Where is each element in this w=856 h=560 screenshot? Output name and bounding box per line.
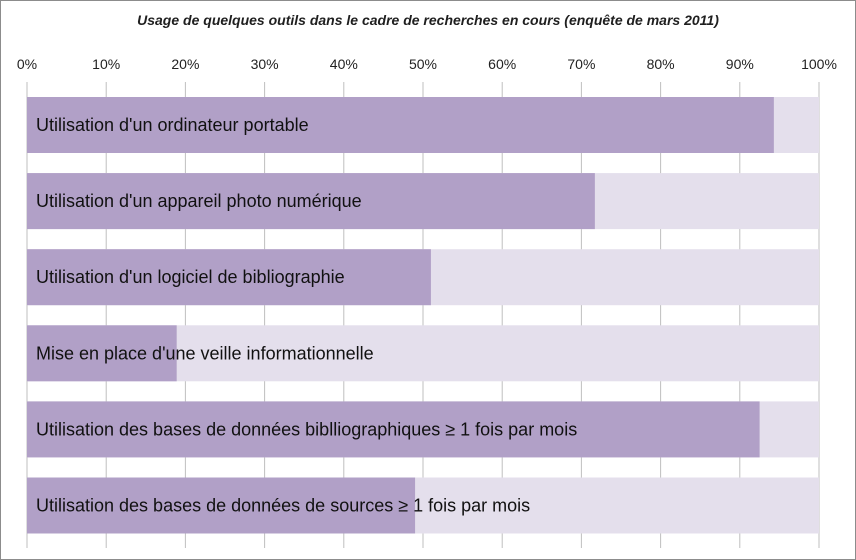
x-tick-label: 80% <box>646 56 675 72</box>
chart-title: Usage de quelques outils dans le cadre de recherches en cours (enquête de mars 2011) <box>137 12 719 28</box>
x-tick-label: 20% <box>171 56 200 72</box>
category-label: Utilisation d'un appareil photo numérique <box>36 191 362 212</box>
x-axis-ticks <box>17 56 837 72</box>
x-tick-label: 90% <box>725 56 754 72</box>
category-label: Utilisation des bases de données biblliographiques ≥ 1 fois par mois <box>36 419 578 440</box>
x-tick-label: 60% <box>488 56 517 72</box>
x-tick-label: 40% <box>329 56 358 72</box>
x-tick-label: 10% <box>92 56 121 72</box>
x-tick-label: 50% <box>408 56 438 72</box>
category-label: Utilisation d'un ordinateur portable <box>36 115 309 135</box>
x-tick-label: 70% <box>567 56 596 72</box>
x-tick-label: 0% <box>16 56 38 72</box>
category-label: Utilisation d'un logiciel de bibliographie <box>36 267 345 288</box>
category-label: Utilisation des bases de données de sources ≥ 1 fois par mois <box>36 495 531 516</box>
x-tick-label: 30% <box>250 56 279 72</box>
x-tick-label: 100% <box>801 56 837 72</box>
category-label: Mise en place d'une veille informationnelle <box>36 343 374 364</box>
